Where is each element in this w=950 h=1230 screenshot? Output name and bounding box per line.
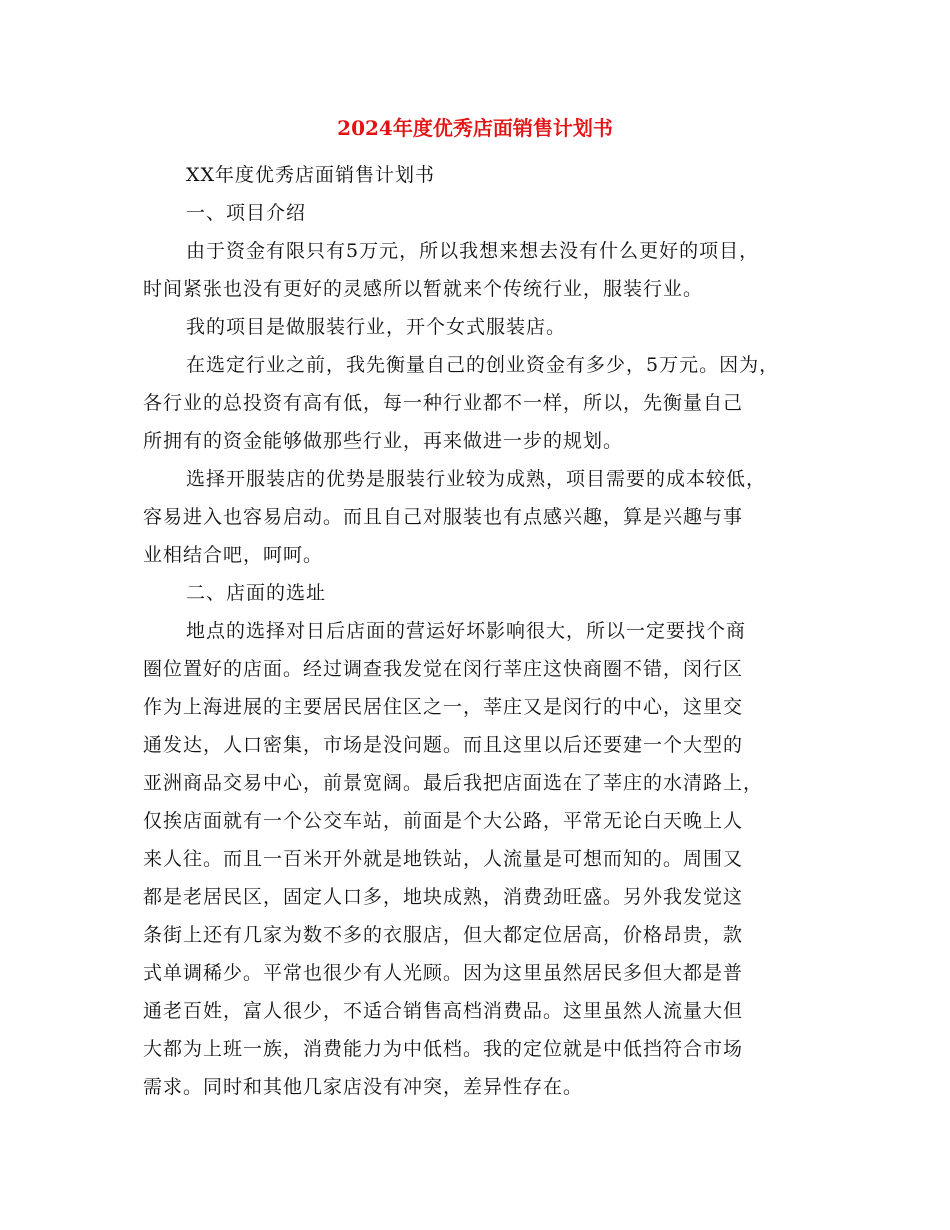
text-line: 仅挨店面就有一个公交车站，前面是个大公路，平常无论白天晚上人	[143, 810, 744, 832]
text-line: 业相结合吧，呵呵。	[143, 544, 324, 566]
text-line: 都是老居民区，固定人口多，地块成熟，消费劲旺盛。另外我发觉这	[143, 886, 744, 908]
text-line: 时间紧张也没有更好的灵感所以暂就来个传统行业，服装行业。	[143, 278, 704, 300]
text-line: 式单调稀少。平常也很少有人光顾。因为这里虽然居民多但大都是普	[143, 962, 744, 984]
text-line: 我的项目是做服装行业，开个女式服装店。	[186, 316, 567, 338]
text-line: 各行业的总投资有高有低，每一种行业都不一样，所以，先衡量自己	[143, 392, 744, 414]
text-line: 通老百姓，富人很少，不适合销售高档消费品。这里虽然人流量大但	[143, 1000, 744, 1022]
text-line: 地点的选择对日后店面的营运好坏影响很大，所以一定要找个商	[186, 620, 747, 642]
text-line: 条街上还有几家为数不多的衣服店，但大都定位居高，价格昂贵，款	[143, 924, 744, 946]
document-body	[143, 156, 823, 1106]
text-line: XX年度优秀店面销售计划书	[186, 164, 436, 186]
text-line: 来人往。而且一百米开外就是地铁站，人流量是可想而知的。周围又	[143, 848, 744, 870]
document-title: 2024年度优秀店面销售计划书	[337, 116, 613, 140]
text-line: 二、店面的选址	[186, 582, 327, 604]
text-line: 在选定行业之前，我先衡量自己的创业资金有多少，5万元。因为，	[186, 354, 780, 376]
text-line: 大都为上班一族，消费能力为中低档。我的定位就是中低挡符合市场	[143, 1038, 744, 1060]
text-line: 需求。同时和其他几家店没有冲突，差异性存在。	[143, 1076, 584, 1098]
text-line: 亚洲商品交易中心，前景宽阔。最后我把店面选在了莘庄的水清路上，	[143, 772, 764, 794]
text-line: 圈位置好的店面。经过调查我发觉在闵行莘庄这快商圈不错，闵行区	[143, 658, 744, 680]
text-line: 通发达，人口密集，市场是没问题。而且这里以后还要建一个大型的	[143, 734, 744, 756]
text-line: 选择开服装店的优势是服装行业较为成熟，项目需要的成本较低，	[186, 468, 767, 490]
text-line: 容易进入也容易启动。而且自己对服装也有点感兴趣，算是兴趣与事	[143, 506, 744, 528]
text-line: 由于资金有限只有5万元，所以我想来想去没有什么更好的项目，	[186, 240, 760, 262]
text-line: 所拥有的资金能够做那些行业，再来做进一步的规划。	[143, 430, 624, 452]
text-line: 作为上海进展的主要居民居住区之一，莘庄又是闵行的中心，这里交	[143, 696, 744, 718]
text-line: 一、项目介绍	[186, 202, 307, 224]
